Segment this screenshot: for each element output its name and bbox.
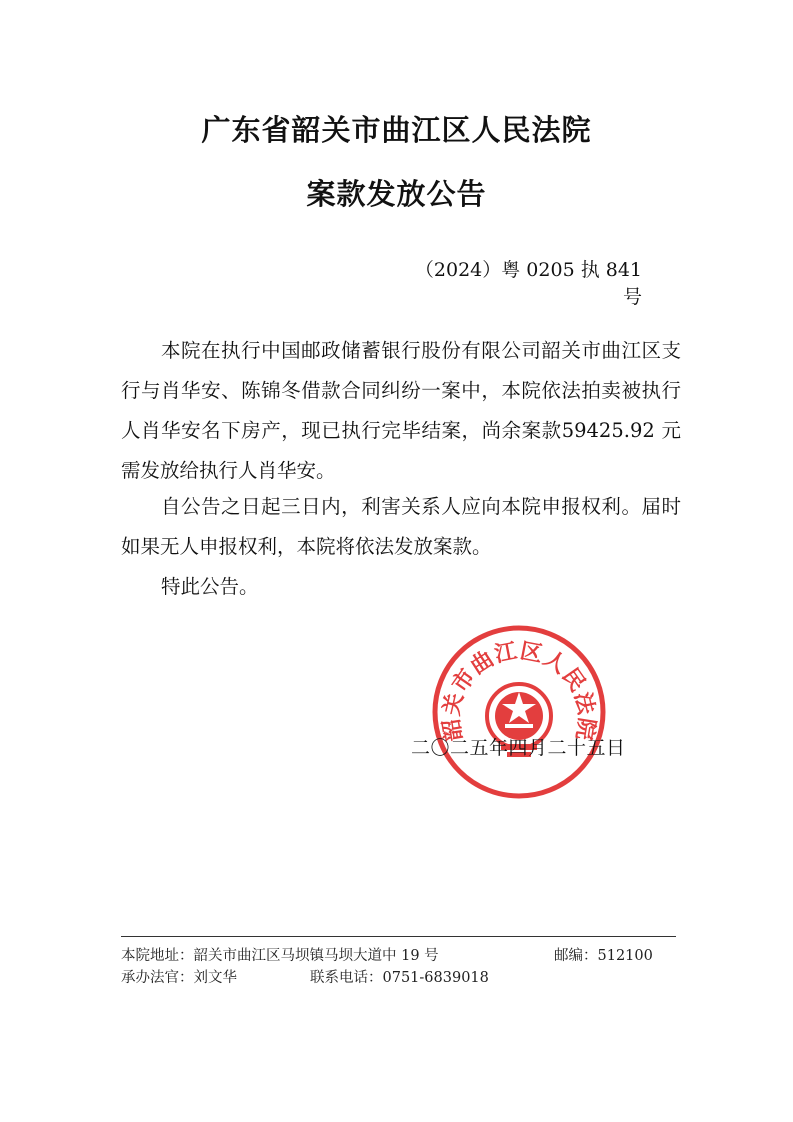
postcode: 512100: [597, 948, 653, 964]
judge-name: 刘文华: [193, 970, 237, 986]
postcode-label: 邮编：: [554, 948, 598, 964]
body-paragraph: 本院在执行中国邮政储蓄银行股份有限公司韶关市曲江区支行与肖华安、陈锦冬借款合同纠纷一案中，本院依法拍卖被执行人肖华安名下房产，现已执行完毕结案，尚余案款59425.92 元需发放给执行人肖华安。: [121, 339, 681, 482]
address-label: 本院地址：: [121, 948, 194, 964]
phone-label: 联系电话：: [310, 970, 383, 986]
judge-label: 承办法官：: [121, 970, 194, 986]
body-paragraph: 特此公告。: [161, 575, 259, 598]
phone-number: 0751-6839018: [382, 970, 489, 986]
body-paragraph: 自公告之日起三日内，利害关系人应向本院申报权利。届时如果无人申报权利，本院将依法发放案款。: [121, 495, 681, 558]
case-number: （2024）粤 0205 执 841 号: [414, 259, 642, 308]
notice-date: 二〇二五年四月二十五日: [411, 737, 626, 759]
notice-title: 案款发放公告: [306, 177, 487, 211]
court-address: 韶关市曲江区马坝镇马坝大道中 19 号: [193, 948, 439, 964]
seal-text: 韶关市曲江区人民法院: [438, 637, 600, 743]
court-seal-icon: [431, 624, 607, 800]
footer-divider: [121, 936, 676, 937]
court-name-title: 广东省韶关市曲江区人民法院: [201, 113, 592, 147]
